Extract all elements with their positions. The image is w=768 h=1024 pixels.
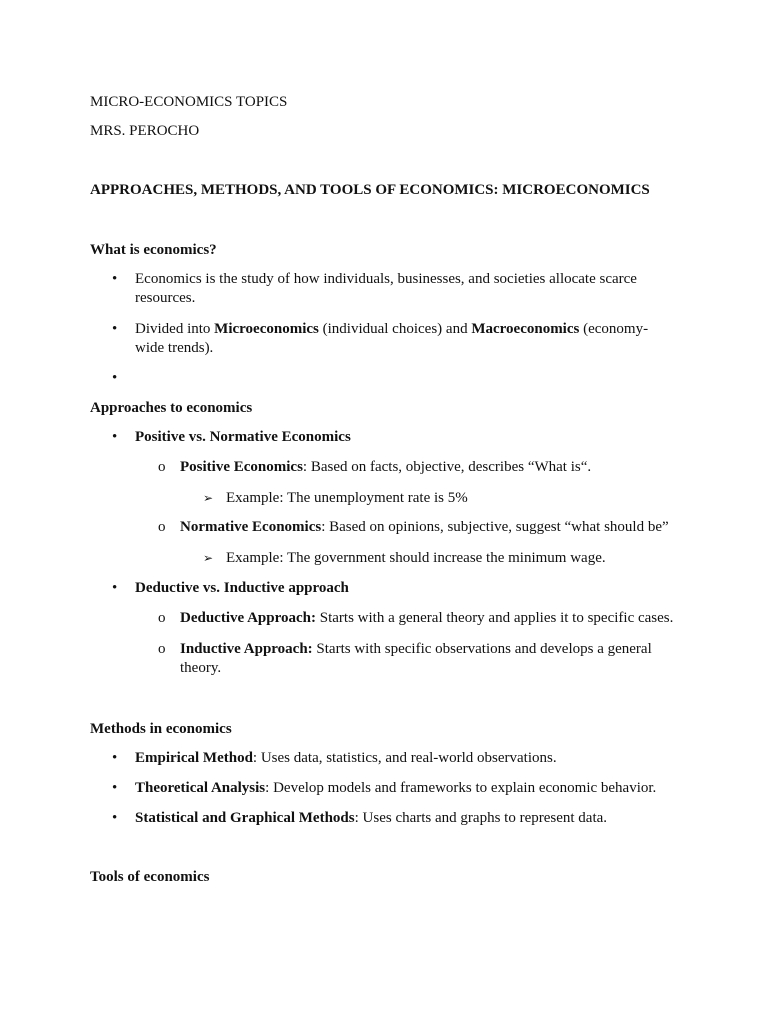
arrow-bullet-icon: ➢ [203,491,214,505]
list-item-text: (individual choices) and [318,321,472,337]
course-title: MICRO-ECONOMICS TOPICS [90,94,288,110]
term-normative-economics: Normative Economics [180,519,322,535]
term-inductive-approach: Inductive Approach: [180,641,313,657]
list-item-text: : Develop models and frameworks to explain economic behavior. [265,780,657,796]
document-title: APPROACHES, METHODS, AND TOOLS OF ECONOMICS: MICROECONOMICS [90,182,650,198]
example-text: Example: The government should increase the minimum wage. [226,550,606,566]
section-heading-tools: Tools of economics [90,869,210,885]
list-item-text: resources. [135,290,196,306]
list-item-text: : Uses charts and graphs to represent data. [354,810,608,826]
document-page [90,0,690,1024]
list-item-text: Divided into [135,321,215,337]
term-statistical-graphical-methods: Statistical and Graphical Methods [135,810,355,826]
section-heading-what-is: What is economics? [90,242,217,258]
term-macroeconomics: Macroeconomics [471,321,580,337]
bullet-marker: • [112,750,118,766]
sub-bullet-marker: o [158,519,166,535]
sub-list-item-text: Starts with specific observations and develops a general [312,641,652,657]
sub-bullet-marker: o [158,641,166,657]
term-empirical-method: Empirical Method [135,750,253,766]
sub-list-item-text: theory. [180,660,222,676]
bullet-marker: • [112,580,118,596]
arrow-bullet-icon: ➢ [203,551,214,565]
sub-bullet-marker: o [158,459,166,475]
bullet-marker: • [112,429,118,445]
bullet-marker: • [112,321,118,337]
section-heading-methods: Methods in economics [90,721,232,737]
example-text: Example: The unemployment rate is 5% [226,490,468,506]
sub-list-item-text: : Based on facts, objective, describes “What is“. [302,459,592,475]
bullet-marker: • [112,370,118,386]
bullet-marker: • [112,810,118,826]
term-theoretical-analysis: Theoretical Analysis [135,780,266,796]
bullet-marker: • [112,780,118,796]
list-item-text: Economics is the study of how individuals, businesses, and societies allocate scarce [135,271,637,287]
teacher-name: MRS. PEROCHO [90,123,200,139]
list-item-text: (economy- [579,321,649,337]
list-item-text: : Uses data, statistics, and real-world observations. [252,750,557,766]
list-item-text: wide trends). [135,340,214,356]
bullet-marker: • [112,271,118,287]
term-positive-economics: Positive Economics [180,459,303,475]
sub-bullet-marker: o [158,610,166,626]
term-microeconomics: Microeconomics [214,321,319,337]
section-heading-approaches: Approaches to economics [90,400,253,416]
term-deductive-approach: Deductive Approach: [180,610,316,626]
sub-list-item-text: Starts with a general theory and applies it to specific cases. [315,610,674,626]
list-item-title: Deductive vs. Inductive approach [135,580,349,596]
list-item-title: Positive vs. Normative Economics [135,429,351,445]
sub-list-item-text: : Based on opinions, subjective, suggest “what should be” [321,519,669,535]
